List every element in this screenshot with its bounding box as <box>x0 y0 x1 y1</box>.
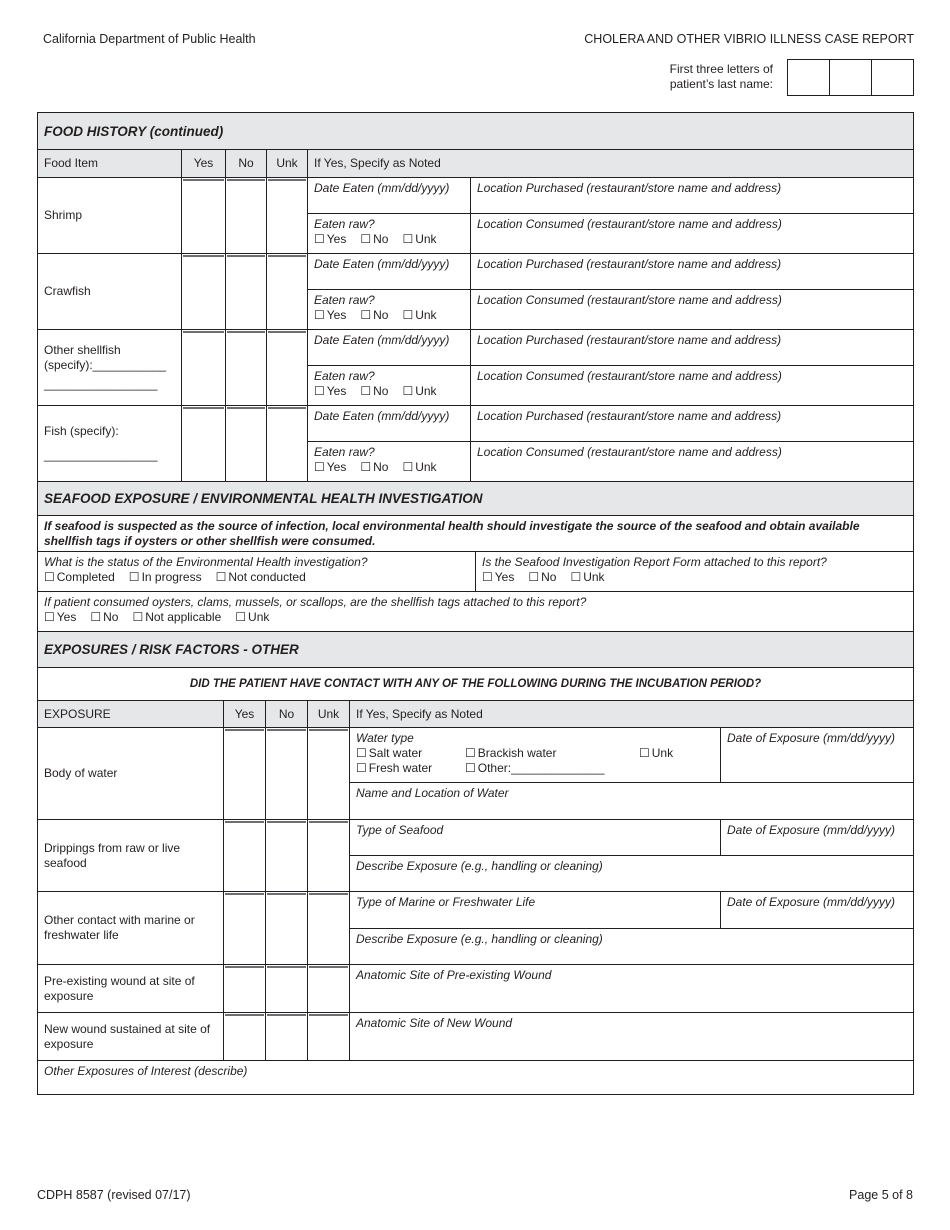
food-item-shrimp: Shrimp <box>38 178 182 254</box>
exposures-table <box>37 631 914 1095</box>
checkbox-no[interactable]: ☐ No <box>360 308 388 323</box>
location-purchased-field[interactable]: Location Purchased (restaurant/store name and address) <box>471 178 914 214</box>
date-eaten-field[interactable]: Date Eaten (mm/dd/yyyy) <box>308 254 471 290</box>
seafood-note: If seafood is suspected as the source of infection, local environmental health should investigate the source of the seafood and obtain available shellfish tags if oysters or other shellfish were consumed. <box>38 516 914 552</box>
checkbox-unk[interactable]: ☐ Unk <box>402 460 436 475</box>
last-name-label: First three letters of patient’s last name: <box>669 62 773 91</box>
checkbox-unk[interactable]: ☐ Unk <box>402 308 436 323</box>
unk-box[interactable] <box>308 728 350 820</box>
unk-box[interactable] <box>308 820 350 892</box>
no-box[interactable] <box>226 330 267 406</box>
location-consumed-field[interactable]: Location Consumed (restaurant/store name and address) <box>471 442 914 482</box>
seafood-exposure-title: SEAFOOD EXPOSURE / ENVIRONMENTAL HEALTH INVESTIGATION <box>38 482 914 516</box>
unk-box[interactable] <box>308 965 350 1013</box>
checkbox-yes[interactable]: ☐ Yes <box>314 460 346 475</box>
checkbox-unk[interactable]: ☐ Unk <box>402 384 436 399</box>
checkbox-not-applicable[interactable]: ☐ Not applicable <box>132 610 221 625</box>
type-of-seafood-field[interactable]: Type of Seafood <box>350 820 721 856</box>
food-history-table <box>37 112 914 482</box>
page-number: Page 5 of 8 <box>849 1188 913 1202</box>
name-location-water-field[interactable]: Name and Location of Water <box>350 783 914 820</box>
table-row <box>38 728 914 783</box>
no-box[interactable] <box>226 406 267 482</box>
table-row <box>38 1061 914 1095</box>
table-row <box>38 406 914 442</box>
no-box[interactable] <box>226 254 267 330</box>
yes-box[interactable] <box>224 892 266 965</box>
last-name-letter-3[interactable] <box>872 60 913 95</box>
exposure-drippings: Drippings from raw or live seafood <box>38 820 224 892</box>
eh-status-field: What is the status of the Environmental Health investigation? ☐ Completed☐ In progress☐ Not conducted <box>38 552 476 592</box>
col-unk: Unk <box>308 701 350 728</box>
checkbox-other[interactable]: ☐ Other:______________ <box>465 761 605 776</box>
col-unk: Unk <box>267 150 308 178</box>
seafood-form-attached-field: Is the Seafood Investigation Report Form attached to this report? ☐ Yes☐ No☐ Unk <box>476 552 914 592</box>
col-specify: If Yes, Specify as Noted <box>308 150 914 178</box>
eaten-raw-field: Eaten raw? ☐ Yes☐ No☐ Unk <box>308 214 471 254</box>
checkbox-no[interactable]: ☐ No <box>360 384 388 399</box>
checkbox-not-conducted[interactable]: ☐ Not conducted <box>216 570 306 585</box>
unk-box[interactable] <box>308 892 350 965</box>
shellfish-tags-field: If patient consumed oysters, clams, mussels, or scallops, are the shellfish tags attached to this report? ☐ Yes☐ No☐ Not applicable☐ Unk <box>38 592 914 632</box>
col-no: No <box>226 150 267 178</box>
checkbox-unk[interactable]: ☐ Unk <box>402 232 436 247</box>
date-eaten-field[interactable]: Date Eaten (mm/dd/yyyy) <box>308 330 471 366</box>
unk-box[interactable] <box>267 254 308 330</box>
other-exposures-field[interactable]: Other Exposures of Interest (describe) <box>38 1061 914 1095</box>
checkbox-brackish-water[interactable]: ☐ Brackish water <box>465 746 625 761</box>
checkbox-no[interactable]: ☐ No <box>528 570 556 585</box>
no-box[interactable] <box>266 728 308 820</box>
yes-box[interactable] <box>182 178 226 254</box>
anatomic-site-new-field[interactable]: Anatomic Site of New Wound <box>350 1013 914 1061</box>
yes-box[interactable] <box>224 965 266 1013</box>
col-exposure: EXPOSURE <box>38 701 224 728</box>
food-item-crawfish: Crawfish <box>38 254 182 330</box>
no-box[interactable] <box>266 820 308 892</box>
location-consumed-field[interactable]: Location Consumed (restaurant/store name and address) <box>471 214 914 254</box>
date-eaten-field[interactable]: Date Eaten (mm/dd/yyyy) <box>308 178 471 214</box>
seafood-exposure-table <box>37 481 914 632</box>
unk-box[interactable] <box>267 330 308 406</box>
form-id: CDPH 8587 (revised 07/17) <box>37 1188 191 1202</box>
checkbox-yes[interactable]: ☐ Yes <box>482 570 514 585</box>
date-of-exposure-field[interactable]: Date of Exposure (mm/dd/yyyy) <box>721 820 914 856</box>
checkbox-in-progress[interactable]: ☐ In progress <box>129 570 202 585</box>
checkbox-yes[interactable]: ☐ Yes <box>314 308 346 323</box>
location-purchased-field[interactable]: Location Purchased (restaurant/store name and address) <box>471 406 914 442</box>
checkbox-completed[interactable]: ☐ Completed <box>44 570 115 585</box>
col-food-item: Food Item <box>38 150 182 178</box>
table-row <box>38 892 914 929</box>
table-row <box>38 178 914 214</box>
checkbox-yes[interactable]: ☐ Yes <box>44 610 76 625</box>
table-row <box>38 820 914 856</box>
food-history-title: FOOD HISTORY (continued) <box>38 113 914 150</box>
exposure-body-of-water: Body of water <box>38 728 224 820</box>
unk-box[interactable] <box>308 1013 350 1061</box>
location-purchased-field[interactable]: Location Purchased (restaurant/store name and address) <box>471 330 914 366</box>
yes-box[interactable] <box>224 1013 266 1061</box>
food-item-fish[interactable]: Fish (specify): _________________ <box>38 406 182 482</box>
col-yes: Yes <box>224 701 266 728</box>
date-eaten-field[interactable]: Date Eaten (mm/dd/yyyy) <box>308 406 471 442</box>
exposures-prompt: DID THE PATIENT HAVE CONTACT WITH ANY OF THE FOLLOWING DURING THE INCUBATION PERIOD? <box>38 668 914 701</box>
date-of-exposure-field[interactable]: Date of Exposure (mm/dd/yyyy) <box>721 892 914 929</box>
date-of-exposure-field[interactable]: Date of Exposure (mm/dd/yyyy) <box>721 728 914 783</box>
describe-exposure-field[interactable]: Describe Exposure (e.g., handling or cleaning) <box>350 856 914 892</box>
eaten-raw-field: Eaten raw? ☐ Yes☐ No☐ Unk <box>308 290 471 330</box>
checkbox-fresh-water[interactable]: ☐ Fresh water <box>356 761 451 776</box>
table-row <box>38 330 914 366</box>
exposure-marine-contact: Other contact with marine or freshwater life <box>38 892 224 965</box>
checkbox-unk[interactable]: ☐ Unk <box>639 746 673 761</box>
yes-box[interactable] <box>224 728 266 820</box>
no-box[interactable] <box>226 178 267 254</box>
eaten-raw-field: Eaten raw? ☐ Yes☐ No☐ Unk <box>308 366 471 406</box>
last-name-letter-1[interactable] <box>788 60 830 95</box>
yes-box[interactable] <box>224 820 266 892</box>
anatomic-site-preexisting-field[interactable]: Anatomic Site of Pre-existing Wound <box>350 965 914 1013</box>
table-row <box>38 965 914 1013</box>
agency-name: California Department of Public Health <box>43 32 256 46</box>
checkbox-yes[interactable]: ☐ Yes <box>314 384 346 399</box>
yes-box[interactable] <box>182 406 226 482</box>
type-of-marine-life-field[interactable]: Type of Marine or Freshwater Life <box>350 892 721 929</box>
col-specify: If Yes, Specify as Noted <box>350 701 914 728</box>
table-row <box>38 1013 914 1061</box>
last-name-boxes <box>787 59 914 96</box>
exposure-new-wound: New wound sustained at site of exposure <box>38 1013 224 1061</box>
checkbox-no[interactable]: ☐ No <box>90 610 118 625</box>
table-row <box>38 254 914 290</box>
food-item-other-shellfish[interactable]: Other shellfish (specify):___________ _________________ <box>38 330 182 406</box>
water-type-field: Water type ☐ Salt water ☐ Brackish water ☐ Unk ☐ Fresh water ☐ Other:______________ <box>350 728 721 783</box>
exposures-title: EXPOSURES / RISK FACTORS - OTHER <box>38 632 914 668</box>
checkbox-no[interactable]: ☐ No <box>360 232 388 247</box>
exposure-preexisting-wound: Pre-existing wound at site of exposure <box>38 965 224 1013</box>
checkbox-unk[interactable]: ☐ Unk <box>235 610 269 625</box>
checkbox-no[interactable]: ☐ No <box>360 460 388 475</box>
location-consumed-field[interactable]: Location Consumed (restaurant/store name and address) <box>471 366 914 406</box>
last-name-letter-2[interactable] <box>830 60 872 95</box>
no-box[interactable] <box>266 892 308 965</box>
yes-box[interactable] <box>182 254 226 330</box>
form-title: CHOLERA AND OTHER VIBRIO ILLNESS CASE REPORT <box>584 32 914 46</box>
checkbox-salt-water[interactable]: ☐ Salt water <box>356 746 451 761</box>
col-yes: Yes <box>182 150 226 178</box>
no-box[interactable] <box>266 1013 308 1061</box>
location-purchased-field[interactable]: Location Purchased (restaurant/store name and address) <box>471 254 914 290</box>
col-no: No <box>266 701 308 728</box>
unk-box[interactable] <box>267 406 308 482</box>
describe-exposure-field[interactable]: Describe Exposure (e.g., handling or cleaning) <box>350 929 914 965</box>
yes-box[interactable] <box>182 330 226 406</box>
location-consumed-field[interactable]: Location Consumed (restaurant/store name and address) <box>471 290 914 330</box>
unk-box[interactable] <box>267 178 308 254</box>
checkbox-unk[interactable]: ☐ Unk <box>570 570 604 585</box>
no-box[interactable] <box>266 965 308 1013</box>
eaten-raw-field: Eaten raw? ☐ Yes☐ No☐ Unk <box>308 442 471 482</box>
checkbox-yes[interactable]: ☐ Yes <box>314 232 346 247</box>
